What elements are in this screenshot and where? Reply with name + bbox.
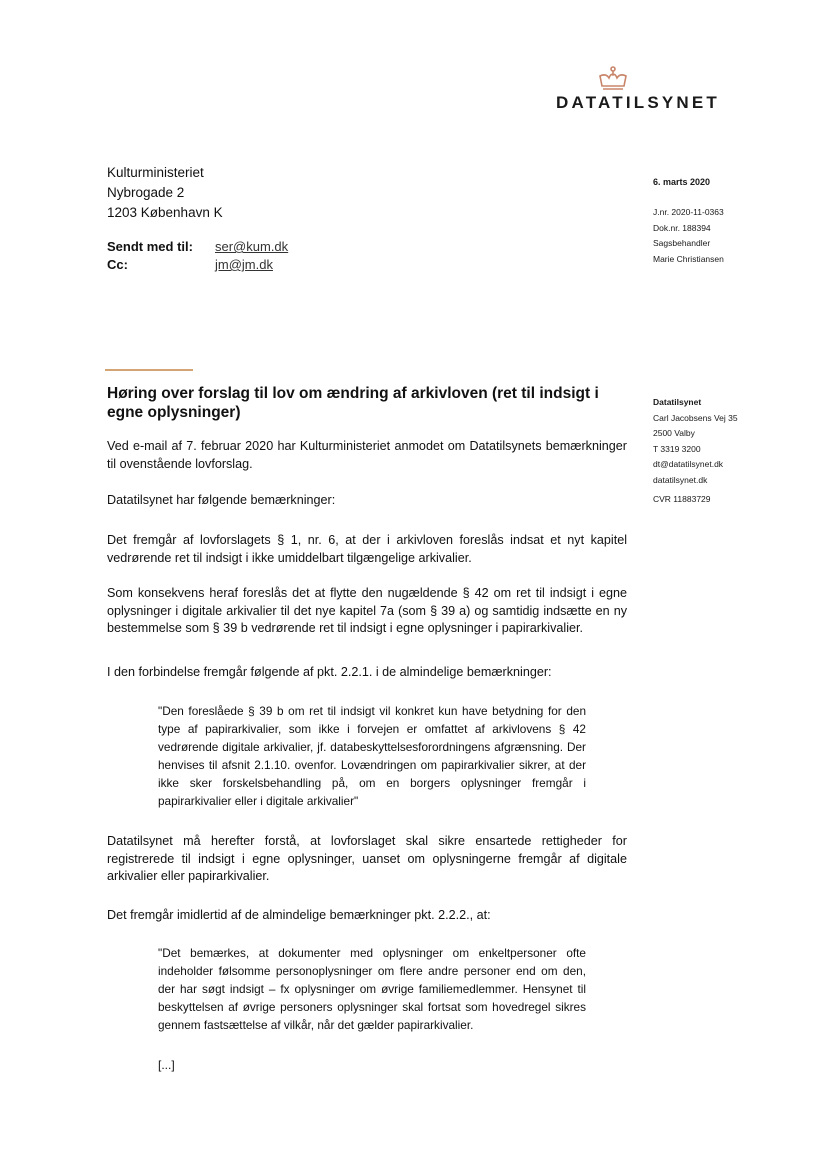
sent-to-row [107, 238, 288, 256]
sender-address [653, 395, 738, 488]
sender-website: datatilsynet.dk [653, 474, 708, 485]
sender-phone: T 3319 3200 [653, 443, 701, 454]
journal-number: J.nr. 2020-11-0363 [653, 207, 724, 217]
accent-divider [105, 369, 193, 371]
reference-block [653, 205, 724, 267]
recipient-address [107, 163, 223, 223]
sender-email: dt@datatilsynet.dk [653, 459, 724, 469]
recipient-line: Kulturministeriet [107, 165, 204, 180]
quote-block-1: "Den foreslåede § 39 b om ret til indsigt vil konkret kun have betydning for den type af papirarkivalier, som ikke i forvejen er omfattet af arkivlovens § 42 vedrørende digitale arkivalier, jf. databeskyttelsesforordningens afgrænsning. Der henvises til afsnit 2.1.10. ovenfor. Lovændringen om papirarkivalier sikrer, at der ikke sker forskelsbehandling på, om en borgers oplysninger fremgår i papirarkivalier eller i digitale arkivalier" [158, 704, 586, 808]
paragraph-consequence: Som konsekvens heraf foreslås det at flytte den nugældende § 42 om ret til indsigt i egne oplysninger i digitale arkivalier til det nye kapitel 7a (som § 39 a) og samtidig indsætte en ny bestemmelse som § 39 b vedrørende ret til indsigt i egne oplysninger i papirarkivalier. [107, 586, 627, 635]
paragraph-remarks-intro: Datatilsynet har følgende bemærkninger: [107, 493, 336, 507]
paragraph-understanding: Datatilsynet må herefter forstå, at lovforslaget skal sikre ensartede rettigheder for registrerede til indsigt i egne oplysninger, uanset om oplysningerne fremgår af digitale arkivalier eller papirarkivalier. [107, 834, 627, 883]
cc-row [107, 256, 288, 274]
document-number: Dok.nr. 188394 [653, 222, 711, 233]
crown-logo-icon [598, 66, 628, 92]
paragraph-context: I den forbindelse fremgår følgende af pkt. 2.2.1. i de almindelige bemærkninger: [107, 665, 552, 679]
letter-date: 6. marts 2020 [653, 177, 711, 187]
recipient-line: Nybrogade 2 [107, 185, 185, 200]
quote-ellipsis: [...] [158, 1058, 175, 1072]
cc-email-link[interactable]: jm@jm.dk [215, 257, 273, 272]
organization-logo-text: DATATILSYNET [556, 93, 720, 112]
document-title: Høring over forslag til lov om ændring af arkivloven (ret til indsigt i egne oplysninger) [107, 385, 599, 421]
sender-street: Carl Jacobsens Vej 35 [653, 412, 738, 423]
paragraph-intro: Ved e-mail af 7. februar 2020 har Kulturministeriet anmodet om Datatilsynets bemærkninger til ovenstående lovforslag. [107, 439, 627, 471]
sent-to-email-link[interactable]: ser@kum.dk [215, 239, 289, 254]
cc-label: Cc: [107, 257, 128, 272]
cvr-number: CVR 11883729 [653, 494, 711, 504]
sender-name: Datatilsynet [653, 397, 702, 407]
recipient-line: 1203 København K [107, 205, 223, 220]
case-handler-name: Marie Christiansen [653, 253, 724, 264]
sent-to-label: Sendt med til: [107, 239, 193, 254]
paragraph-however: Det fremgår imidlertid af de almindelige bemærkninger pkt. 2.2.2., at: [107, 908, 491, 922]
sender-city: 2500 Valby [653, 428, 695, 438]
sent-block [107, 238, 288, 274]
quote-block-2: "Det bemærkes, at dokumenter med oplysninger om enkeltpersoner ofte indeholder følsomme personoplysninger om flere andre personer end om den, der har søgt indsigt – fx oplysninger om øvrige familiemedlemmer. Hensynet til beskyttelsen af øvrige personers oplysninger skal fortsat som hovedregel sikres gennem fastsættelse af vilkår, når det gælder papirarkivalier. [158, 946, 586, 1032]
paragraph-new-chapter: Det fremgår af lovforslagets § 1, nr. 6, at der i arkivloven foreslås indsat et nyt kapitel vedrørende ret til indsigt i ikke umiddelbart tilgængelige arkivalier. [107, 533, 627, 565]
case-handler-label: Sagsbehandler [653, 238, 711, 248]
